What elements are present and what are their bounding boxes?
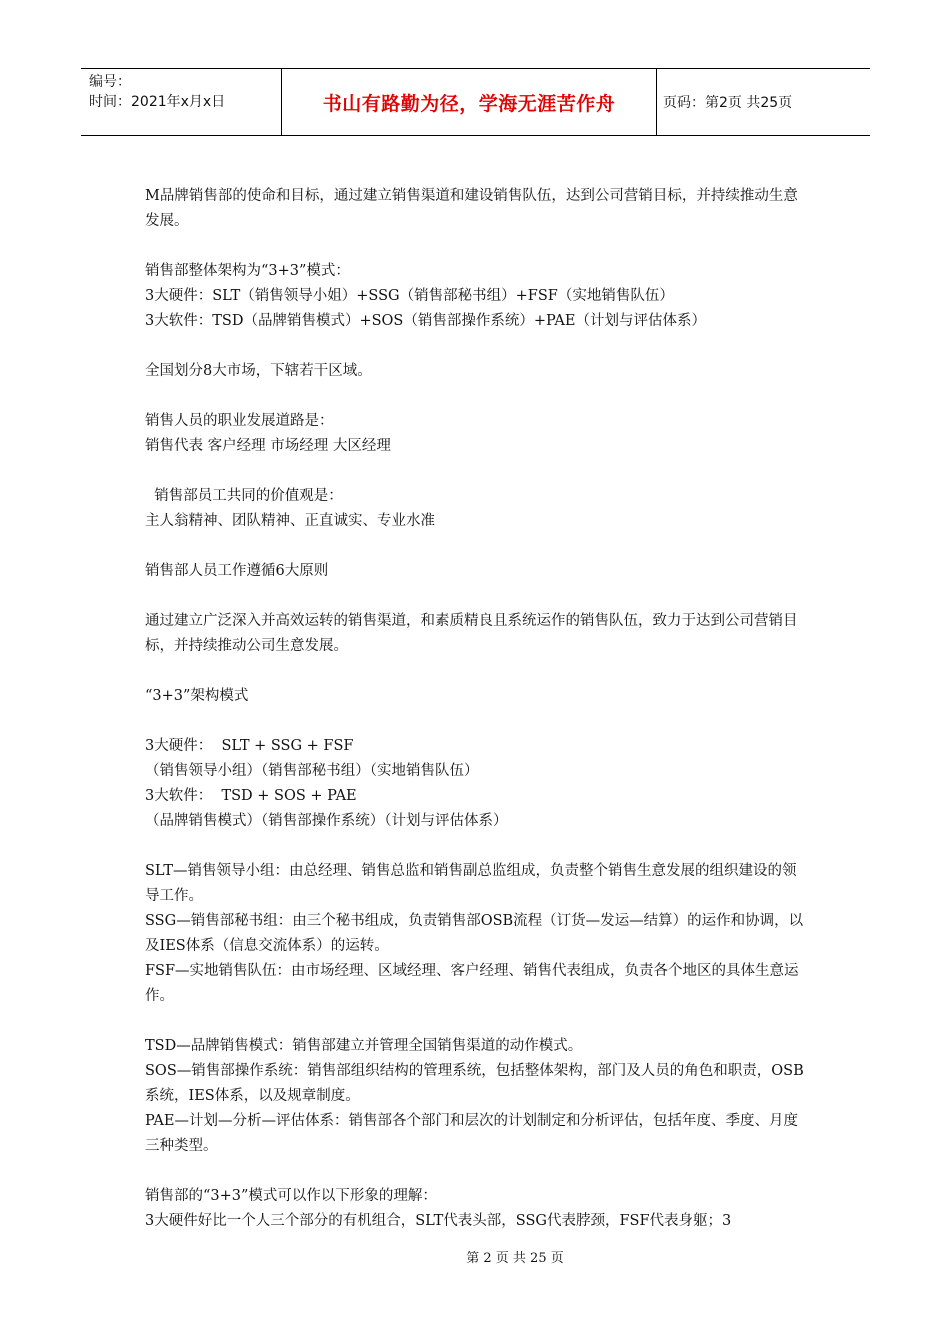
page-footer: 第 2 页 共 25 页 [466, 1251, 564, 1266]
document-body [145, 184, 810, 1234]
paragraph: FSF—实地销售队伍：由市场经理、区域经理、客户经理、销售代表组成，负责各个地区的具体生意运作。 [145, 963, 799, 1004]
paragraph: （销售领导小组）（销售部秘书组）（实地销售队伍） [145, 763, 479, 779]
time-label: 时间：2021年x月x日 [89, 94, 226, 110]
paragraph: 主人翁精神、团队精神、正直诚实、专业水准 [145, 513, 435, 529]
paragraph: 3大软件：TSD（品牌销售模式）+SOS（销售部操作系统）+PAE（计划与评估体系） [145, 313, 706, 329]
paragraph: 销售人员的职业发展道路是： [145, 413, 334, 429]
paragraph: 销售部员工共同的价值观是： [145, 488, 343, 504]
page-header [81, 68, 870, 136]
header-page-code: 页码：第2页 共25页 [663, 95, 793, 111]
paragraph: 3大硬件： SLT + SSG + FSF [145, 738, 354, 754]
paragraph: PAE—计划—分析—评估体系：销售部各个部门和层次的计划制定和分析评估，包括年度、季度、月度三种类型。 [145, 1113, 798, 1154]
paragraph: 销售部的“3+3”模式可以作以下形象的理解： [145, 1188, 437, 1204]
paragraph: M品牌销售部的使命和目标，通过建立销售渠道和建设销售队伍，达到公司营销目标，并持续推动生意发展。 [145, 188, 798, 229]
paragraph: 全国划分8大市场，下辖若干区域。 [145, 363, 372, 379]
paragraph: SLT—销售领导小组：由总经理、销售总监和销售副总监组成，负责整个销售生意发展的组织建设的领导工作。 [145, 863, 797, 904]
paragraph: 3大硬件：SLT（销售领导小姐）+SSG（销售部秘书组）+FSF（实地销售队伍） [145, 288, 674, 304]
paragraph: 3大软件： TSD + SOS + PAE [145, 788, 357, 804]
paragraph: 3大硬件好比一个人三个部分的有机组合，SLT代表头部，SSG代表脖颈，FSF代表身躯；3 [145, 1213, 732, 1229]
paragraph: SOS—销售部操作系统：销售部组织结构的管理系统，包括整体架构，部门及人员的角色和职责，OSB系统，IES体系，以及规章制度。 [145, 1063, 804, 1104]
paragraph: 通过建立广泛深入并高效运转的销售渠道，和素质精良且系统运作的销售队伍，致力于达到公司营销目标，并持续推动公司生意发展。 [145, 613, 798, 654]
header-motto: 书山有路勤为径，学海无涯苦作舟 [282, 69, 657, 135]
number-label: 编号： [89, 74, 131, 90]
paragraph: SSG—销售部秘书组：由三个秘书组成，负责销售部OSB流程（订货—发运—结算）的运作和协调，以及IES体系（信息交流体系）的运转。 [145, 913, 804, 954]
paragraph: 销售部人员工作遵循6大原则 [145, 563, 329, 579]
paragraph: 销售部整体架构为“3+3”模式： [145, 263, 350, 279]
paragraph: 销售代表 客户经理 市场经理 大区经理 [145, 438, 391, 454]
header-meta [81, 69, 282, 135]
paragraph: “3+3”架构模式 [145, 688, 249, 704]
paragraph: TSD—品牌销售模式：销售部建立并管理全国销售渠道的动作模式。 [145, 1038, 583, 1054]
paragraph: （品牌销售模式）（销售部操作系统）（计划与评估体系） [145, 813, 508, 829]
